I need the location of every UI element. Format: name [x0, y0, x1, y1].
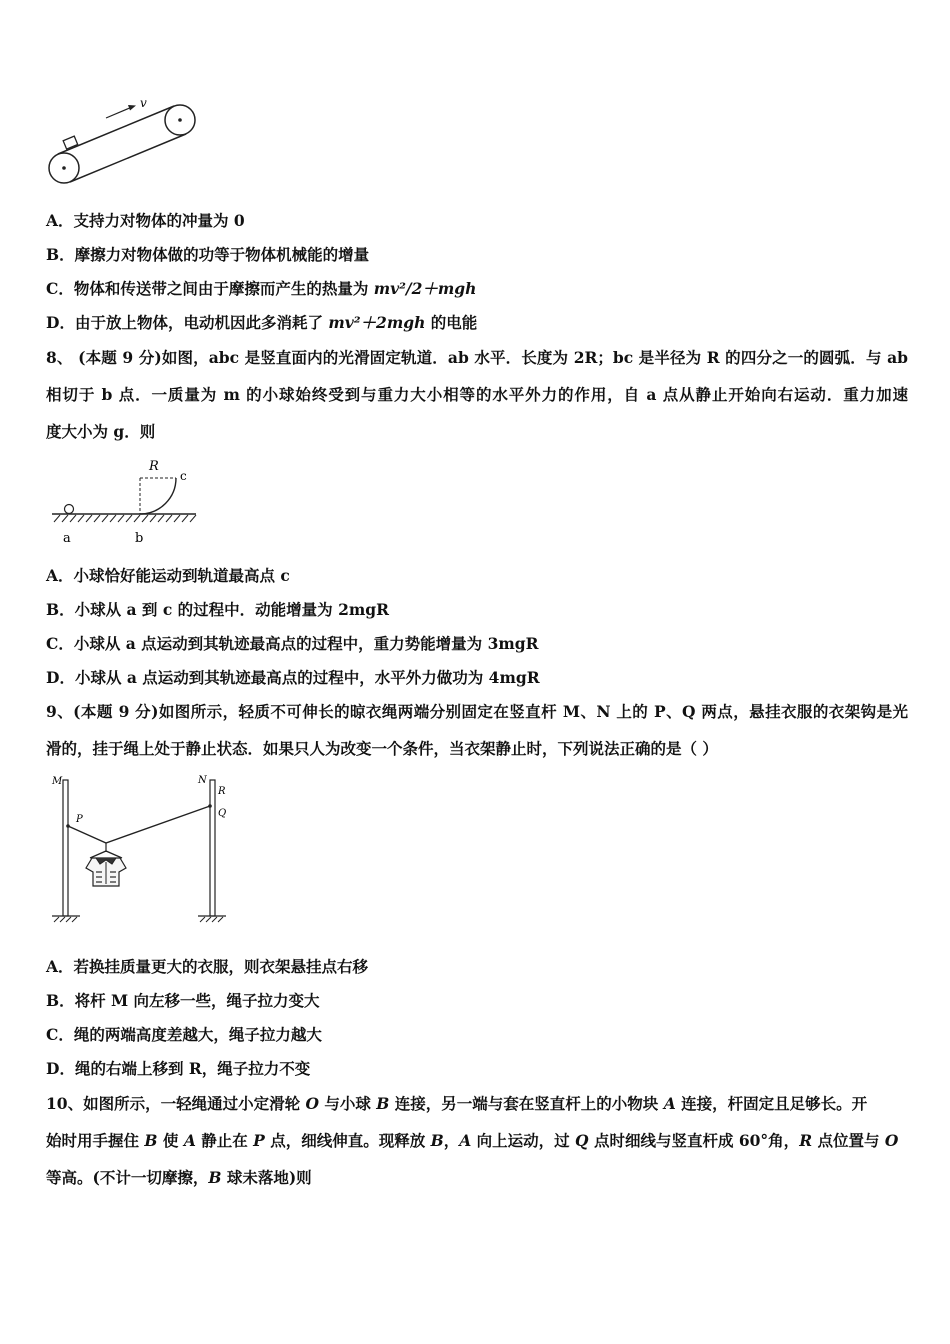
clothesline-diagram [46, 772, 236, 930]
q7-option-d-formula: mv²＋2mgh [328, 313, 426, 332]
track-diagram [48, 456, 200, 548]
label-q: Q [218, 808, 227, 819]
velocity-label: v [140, 96, 147, 110]
pole-m [63, 780, 68, 916]
label-r: R [218, 786, 226, 797]
q8-option-d: D．小球从 a 点运动到其轨迹最高点的过程中，水平外力做功为 4mgR [46, 668, 540, 687]
q9-option-d: D．绳的右端上移到 R，绳子拉力不变 [46, 1059, 311, 1078]
ground-hatching [54, 515, 196, 522]
q10-l2-var-b2: B [430, 1131, 444, 1150]
label-c: c [180, 469, 187, 483]
q7-option-a: A．支持力对物体的冲量为 0 [46, 211, 245, 230]
q7-option-c [46, 279, 908, 299]
q10-stem-line-3 [46, 1168, 908, 1188]
ground-hatch-m [54, 917, 77, 922]
q10-stem-line-2 [46, 1131, 908, 1151]
q10-l3-var-b: B [208, 1168, 222, 1187]
q10-l1-var-b: B [376, 1094, 390, 1113]
conveyor-belt-diagram [44, 96, 204, 192]
q10-l2-var-a2: A [459, 1131, 472, 1150]
q10-l2-s0: 始时用手握住 [46, 1131, 145, 1150]
conveyor-belt-figure [44, 96, 204, 192]
q10-l1-s0: 10、如图所示，一轻绳通过小定滑轮 [46, 1094, 306, 1113]
q10-l1-var-o: O [305, 1094, 319, 1113]
q9-stem-line-2: 滑的，挂于绳上处于静止状态．如果只人为改变一个条件，当衣架静止时，下列说法正确的是（ ） [46, 739, 718, 758]
q8-option-a: A．小球恰好能运动到轨道最高点 c [46, 566, 290, 585]
q10-l2-var-b: B [144, 1131, 158, 1150]
clothesline-figure [46, 772, 236, 930]
q10-l2-var-o: O [884, 1131, 899, 1150]
q8-stem-line-3: 度大小为 g．则 [46, 422, 156, 441]
q10-l2-s2: 使 [157, 1131, 184, 1150]
q8-stem-line-2: 相切于 b 点．一质量为 m 的小球始终受到与重力大小相等的水平外力的作用，自 a 点从静止开始向右运动．重力加速 [46, 385, 908, 404]
quarter-arc [140, 478, 176, 514]
label-n: N [198, 775, 207, 786]
q7-option-d-text: D．由于放上物体，电动机因此多消耗了 [46, 313, 329, 332]
q8-option-c: C．小球从 a 点运动到其轨迹最高点的过程中，重力势能增量为 3mgR [46, 634, 539, 653]
q7-option-c-formula: mv²/2＋mgh [373, 279, 477, 298]
q10-l3-s0: 等高。(不计一切摩擦， [46, 1168, 209, 1187]
q9-stem-line-1: 9、(本题 9 分)如图所示，轻质不可伸长的晾衣绳两端分别固定在竖直杆 M、N 上的 P、Q 两点，悬挂衣服的衣架钩是光 [46, 702, 908, 721]
label-b: b [135, 531, 144, 546]
q10-l2-s10: 向上运动，过 [471, 1131, 576, 1150]
q7-option-d-suffix: 的电能 [425, 313, 478, 332]
q8-option-b: B．小球从 a 到 c 的过程中．动能增量为 2mgR [46, 600, 389, 619]
q10-l1-s6: 连接，杆固定且足够长。开 [675, 1094, 868, 1113]
q10-l1-s2: 与小球 [318, 1094, 377, 1113]
label-a: a [63, 531, 71, 546]
q10-l2-s4: 静止在 [195, 1131, 254, 1150]
q10-l3-s2: 球未落地)则 [221, 1168, 312, 1187]
q10-l2-s14: 点位置与 [812, 1131, 885, 1150]
rope [68, 806, 210, 843]
q10-l2-s12: 点时细线与竖直杆成 60°角， [588, 1131, 800, 1150]
q9-option-c: C．绳的两端高度差越大，绳子拉力越大 [46, 1025, 322, 1044]
q7-option-b: B．摩擦力对物体做的功等于物体机械能的增量 [46, 245, 370, 264]
q10-l1-s4: 连接，另一端与套在竖直杆上的小物块 [389, 1094, 664, 1113]
q10-l1-var-a: A [663, 1094, 676, 1113]
q9-option-b: B．将杆 M 向左移一些，绳子拉力变大 [46, 991, 320, 1010]
velocity-arrow [106, 107, 132, 118]
q7-option-d [46, 313, 908, 333]
ball [65, 505, 74, 514]
q10-l2-var-q: Q [575, 1131, 589, 1150]
label-r: R [149, 459, 159, 474]
label-p: P [76, 814, 83, 825]
q10-l2-s6: 点，细线伸直。现释放 [264, 1131, 431, 1150]
label-m: M [52, 776, 63, 787]
q8-stem-line-1: 8、 (本题 9 分)如图，abc 是竖直面内的光滑固定轨道．ab 水平．长度为 2R；bc 是半径为 R 的四分之一的圆弧．与 ab [46, 348, 908, 367]
q7-option-c-text: C．物体和传送带之间由于摩擦而产生的热量为 [46, 279, 374, 298]
q10-stem-line-1 [46, 1094, 908, 1114]
q10-l2-var-p: P [253, 1131, 265, 1150]
pole-n [210, 780, 215, 916]
track-figure [48, 456, 200, 548]
q10-l2-s8: ， [443, 1131, 460, 1150]
q10-l2-var-a: A [183, 1131, 196, 1150]
q9-option-a: A．若换挂质量更大的衣服，则衣架悬挂点右移 [46, 957, 369, 976]
q10-l2-var-r: R [799, 1131, 813, 1150]
hanger [90, 851, 122, 858]
ground-hatch-n [200, 917, 223, 922]
